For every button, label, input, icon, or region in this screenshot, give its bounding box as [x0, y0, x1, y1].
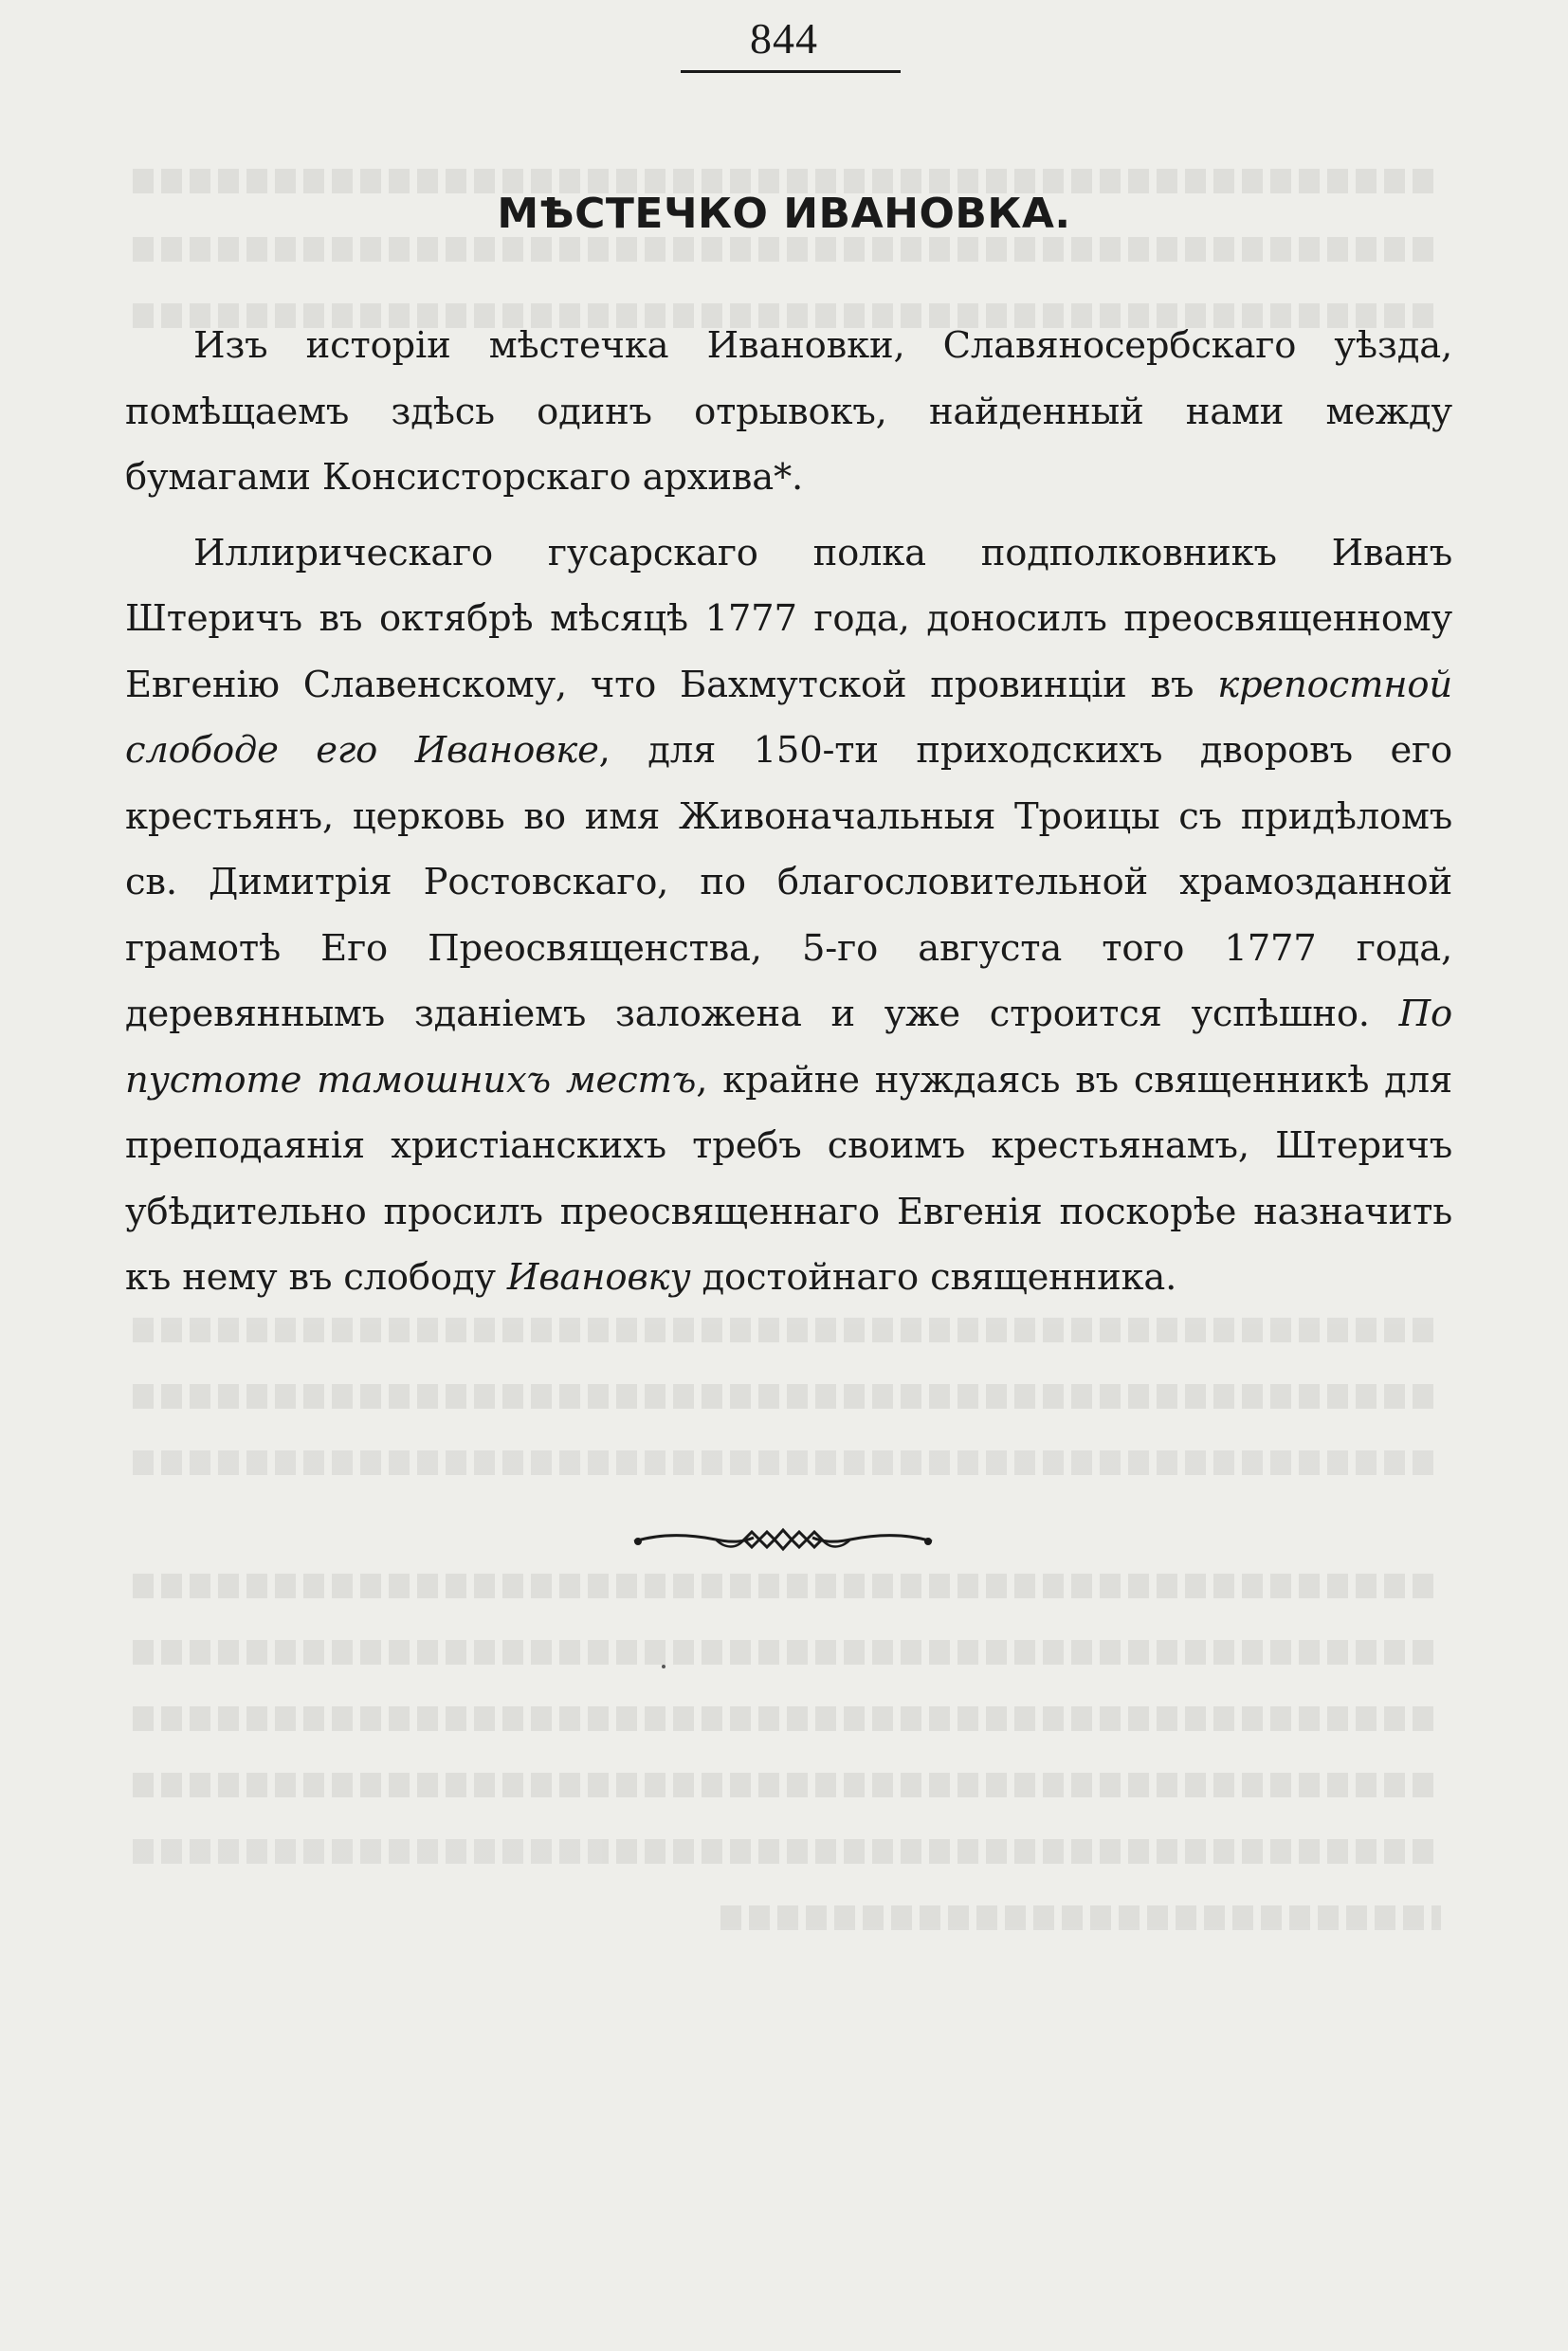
italic-phrase-2: По пустоте тамошнихъ местъ [125, 993, 1452, 1102]
paragraph-2-part-1: Иллирическаго гусарскаго полка подполковникъ Иванъ Штеричъ въ октябрѣ мѣсяцѣ 1777 года, доносилъ преосвященному Евгенію Славенскому, что Бахмутской провинціи въ [125, 531, 1452, 706]
decorative-flourish-icon [630, 1521, 936, 1558]
italic-phrase-3: Ивановку [506, 1256, 691, 1299]
paragraph-2-part-3: , крайне нуждаясь въ священникѣ для преподаянія христіанскихъ требъ своимъ крестьянамъ, Штеричъ убѣдительно просилъ преосвященнаго Евгенія поскорѣе назначить къ нему въ слободу [125, 1058, 1452, 1299]
italic-phrase-1: крепостной слободе его Ивановке [125, 663, 1452, 772]
page-number: 844 [750, 14, 818, 63]
paragraph-1: Изъ исторіи мѣстечка Ивановки, Славяносербскаго уѣзда, помѣщаемъ здѣсь одинъ отрывокъ, найденный нами между бумагами Консисторскаго архива*. [125, 324, 1452, 499]
paragraph-2-part-4: достойнаго священника. [690, 1256, 1177, 1299]
paragraph-2 [125, 520, 1452, 1311]
speck [662, 1665, 665, 1668]
body-text [125, 313, 1452, 1311]
page-number-rule [681, 70, 901, 73]
chapter-title: МѢСТЕЧКО ИВАНОВКА. [497, 190, 1071, 238]
paragraph-2-part-2: , для 150-ти приходскихъ дворовъ его крестьянъ, церковь во имя Живоначальныя Троицы съ придѣломъ св. Димитрія Ростовскаго, по благословительной храмозданной грамотѣ Его Преосвященства, 5-го августа того 1777 года, деревяннымъ зданіемъ заложена и уже строится успѣшно. [125, 729, 1452, 1035]
